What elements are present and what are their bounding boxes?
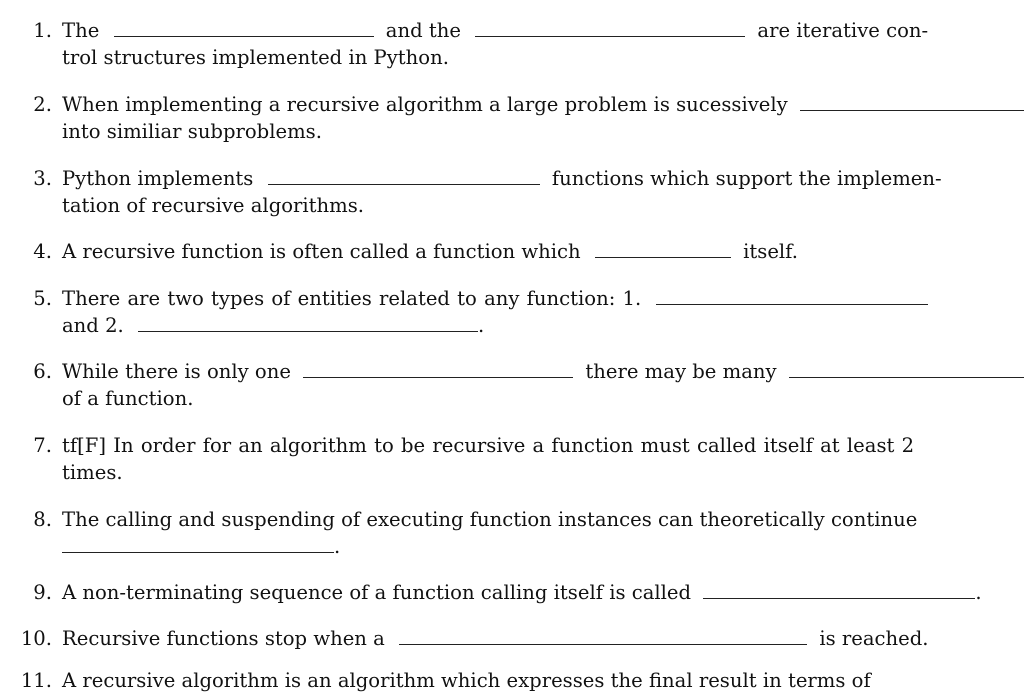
question-text: The [62, 19, 100, 42]
question-text: Python implements [62, 167, 254, 190]
question-number: 9. [33, 581, 52, 604]
question-number: 2. [33, 93, 52, 116]
question-number: 7. [33, 434, 52, 457]
question-text: of a function. [62, 387, 194, 410]
answer-blank[interactable] [656, 286, 928, 305]
question-text: There are two types of entities related to any function: 1. [62, 287, 642, 310]
question-text: When implementing a recursive algorithm a large problem is sucessively [62, 93, 788, 116]
answer-blank[interactable] [399, 626, 807, 645]
question-number: 3. [33, 167, 52, 190]
question-text: and the [385, 19, 461, 42]
question-text: is reached. [819, 627, 929, 650]
question-text: A non-terminating sequence of a function calling itself is called [62, 581, 692, 604]
question-text: Recursive functions stop when a [62, 627, 385, 650]
answer-blank[interactable] [789, 359, 1024, 378]
answer-blank[interactable] [114, 18, 374, 37]
question-text: itself. [743, 240, 798, 263]
question-text: While there is only one [62, 360, 291, 383]
question-text: . [334, 535, 341, 558]
answer-blank[interactable] [703, 580, 975, 599]
answer-blank[interactable] [268, 166, 540, 185]
answer-blank[interactable] [138, 313, 478, 332]
question-text: into similiar subproblems. [62, 120, 322, 143]
answer-blank[interactable] [595, 239, 731, 258]
question-text: A recursive algorithm is an algorithm which expresses the final result in terms of [62, 669, 871, 692]
question-text: and 2. [62, 314, 124, 337]
question-text: tation of recursive algorithms. [62, 194, 365, 217]
answer-blank[interactable] [62, 534, 334, 553]
question-text: trol structures implemented in Python. [62, 46, 449, 69]
answer-blank[interactable] [800, 92, 1024, 111]
question-number: 10. [20, 627, 52, 650]
question-text: . [478, 314, 485, 337]
question-text: functions which support the implemen- [551, 167, 942, 190]
question-number: 6. [33, 360, 52, 383]
answer-blank[interactable] [475, 18, 745, 37]
question-text: times. [62, 461, 123, 484]
answer-blank[interactable] [303, 359, 573, 378]
question-text: . [975, 581, 982, 604]
question-number: 4. [33, 240, 52, 263]
question-number: 8. [33, 508, 52, 531]
question-text: are iterative con- [757, 19, 929, 42]
question-text: there may be many [585, 360, 777, 383]
question-number: 5. [33, 287, 52, 310]
question-text: tf[F] In order for an algorithm to be recursive a function must called itself at least 2 [62, 434, 915, 457]
question-text: The calling and suspending of executing function instances can theoretically continue [62, 508, 918, 531]
question-text: A recursive function is often called a function which [62, 240, 581, 263]
question-number: 11. [20, 669, 52, 692]
question-number: 1. [33, 19, 52, 42]
